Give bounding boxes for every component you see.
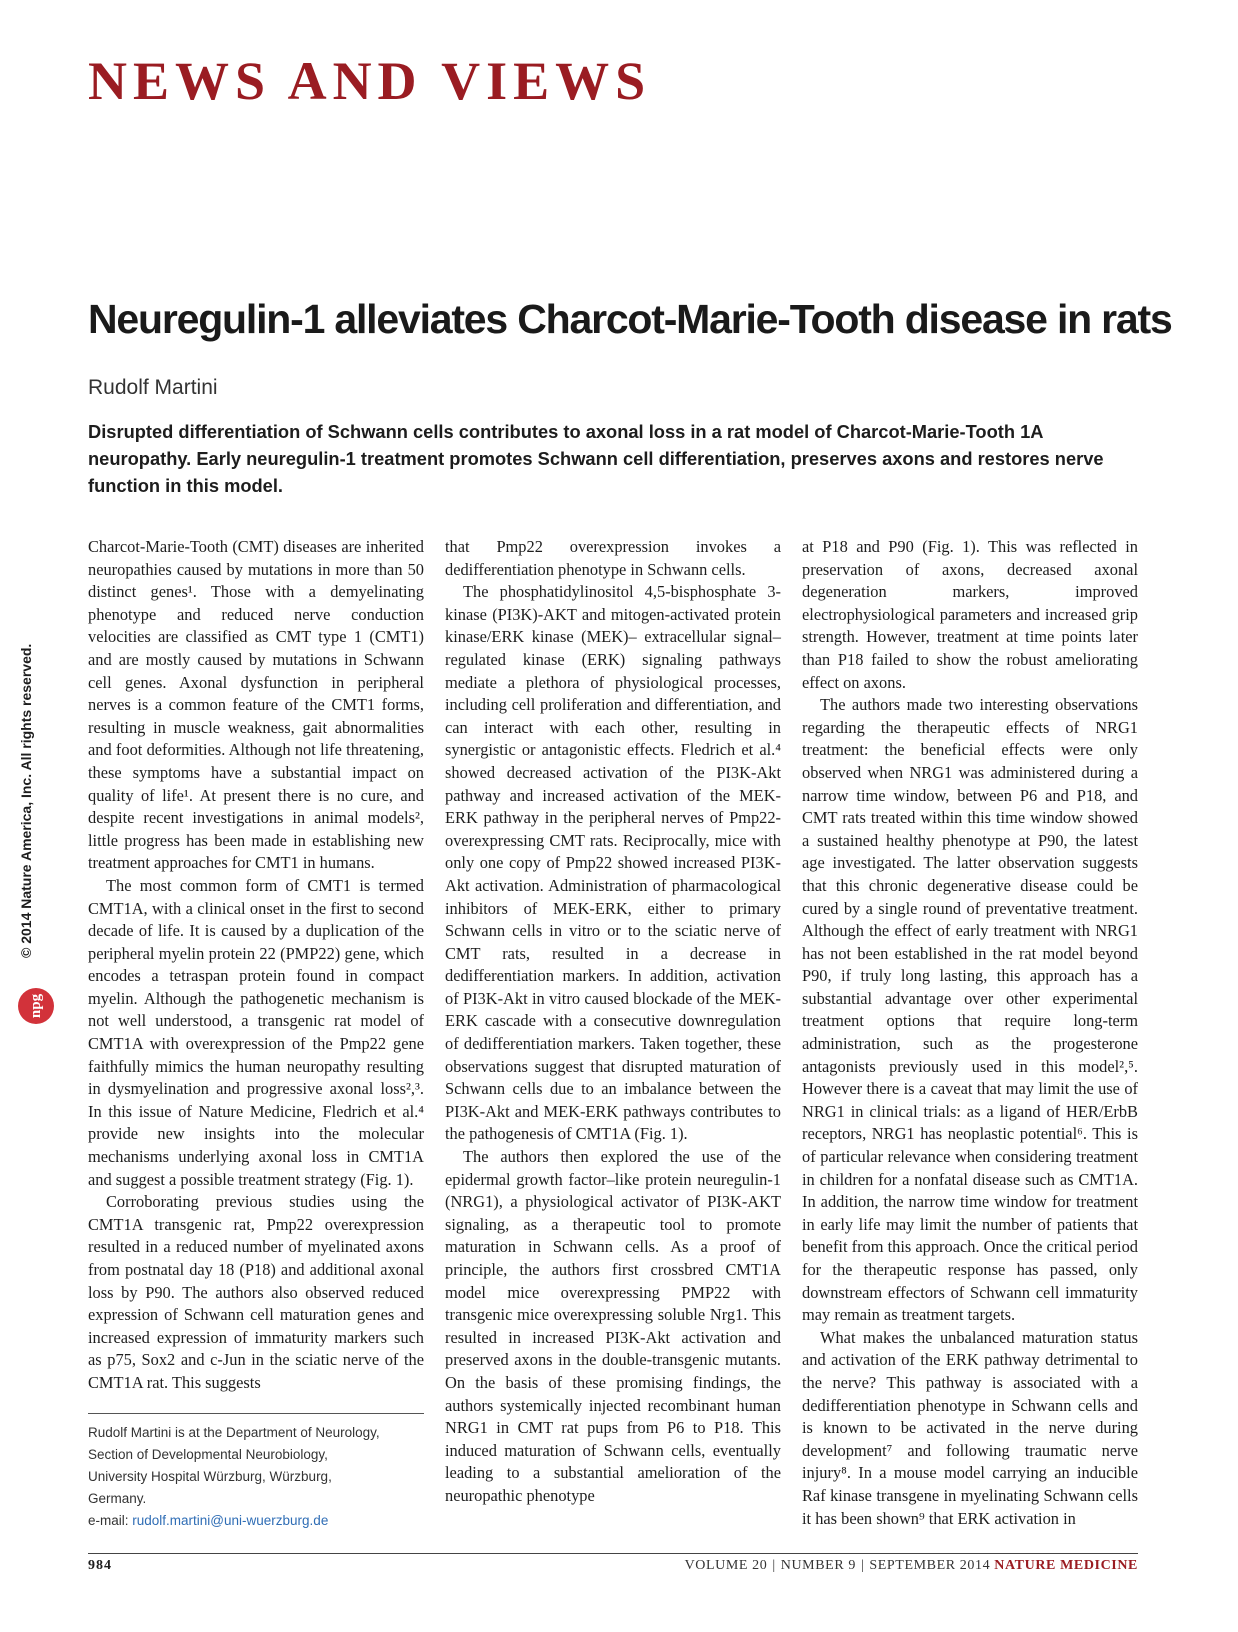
email-line xyxy=(88,1510,428,1532)
footer-divider xyxy=(88,1553,1138,1554)
page-number: 984 xyxy=(88,1558,112,1573)
affiliation-line: Rudolf Martini is at the Department of Neurology, xyxy=(88,1425,380,1440)
author-affiliation xyxy=(88,1422,428,1532)
copyright-notice: © 2014 Nature America, Inc. All rights reserved. xyxy=(18,643,34,958)
body-column-3 xyxy=(802,536,1138,1530)
footer-separator: | xyxy=(860,1558,865,1573)
paragraph: that Pmp22 overexpression invokes a dedifferentiation phenotype in Schwann cells. xyxy=(445,537,781,579)
email-link[interactable]: rudolf.martini@uni-wuerzburg.de xyxy=(132,1513,329,1528)
footnote-divider xyxy=(88,1413,424,1414)
volume: VOLUME 20 xyxy=(684,1558,768,1573)
paragraph: Charcot-Marie-Tooth (CMT) diseases are inherited neuropathies caused by mutations in more than 50 distinct genes¹. Those with a demyelinating phenotype and reduced nerve conduction velocities are classified as CMT type 1 (CMT1) and are mostly caused by mutations in Schwann cell genes. Axonal dysfunction in peripheral nerves is a common feature of the CMT1 forms, resulting in muscle weakness, gait abnormalities and foot deformities. Although not life threatening, these symptoms have a substantial impact on quality of life¹. At present there is no cure, and despite recent investigations in animal models², little progress has been made in establishing new treatment approaches for CMT1 in humans. xyxy=(88,537,424,873)
body-column-2 xyxy=(445,536,781,1508)
affiliation-line: Section of Developmental Neurobiology, xyxy=(88,1447,328,1462)
issue-date: SEPTEMBER 2014 xyxy=(869,1558,991,1573)
affiliation-line: Germany. xyxy=(88,1491,147,1506)
paragraph: Corroborating previous studies using the CMT1A transgenic rat, Pmp22 overexpression resulted in a reduced number of myelinated axons from postnatal day 18 (P18) and additional axonal loss by P90. The authors also observed reduced expression of Schwann cell maturation genes and increased expression of immaturity markers such as p75, Sox2 and c-Jun in the sciatic nerve of the CMT1A rat. This suggests xyxy=(88,1192,424,1392)
affiliation-line: University Hospital Würzburg, Würzburg, xyxy=(88,1469,332,1484)
standfirst: Disrupted differentiation of Schwann cells contributes to axonal loss in a rat model of Charcot-Marie-Tooth 1A neuropathy. Early neuregulin-1 treatment promotes Schwann cell differentiation, preserves axons and restores nerve function in this model. xyxy=(88,421,1104,496)
paragraph: What makes the unbalanced maturation status and activation of the ERK pathway detrimental to the nerve? This pathway is associated with a dedifferentiation phenotype in Schwann cells and is known to be activated in the nerve during development⁷ and following traumatic nerve injury⁸. In a mouse model carrying an inducible Raf kinase transgene in myelinating Schwann cells it has been shown⁹ that ERK activation in xyxy=(802,1327,1138,1528)
paragraph: The authors then explored the use of the epidermal growth factor–like protein neuregulin-1 (NRG1), a physiological activator of PI3K-AKT signaling, as a therapeutic tool to promote maturation in Schwann cells. As a proof of principle, the authors first crossbred CMT1A model mice overexpressing PMP22 with transgenic mice overexpressing soluble Nrg1. This resulted in increased PI3K-Akt activation and preserved axons in the double-transgenic mutants. On the basis of these promising findings, the authors systemically injected recombinant human NRG1 in CMT rat pups from P6 to P18. This induced maturation of Schwann cells, eventually leading to a substantial amelioration of the neuropathic phenotype xyxy=(445,1147,781,1505)
footer-separator: | xyxy=(772,1558,776,1573)
author-name: Rudolf Martini xyxy=(88,376,218,399)
article-title: Neuregulin-1 alleviates Charcot-Marie-Tooth disease in rats xyxy=(88,296,1172,342)
body-column-1 xyxy=(88,536,424,1395)
paragraph: The authors made two interesting observations regarding the therapeutic effects of NRG1 treatment: the beneficial effects were only observed when NRG1 was administered during a narrow time window, between P6 and P18, and CMT rats treated within this time window showed a sustained healthy phenotype at P90, the latest age investigated. The latter observation suggests that this chronic degenerative disease could be cured by a single round of preventative treatment. Although the effect of early treatment with NRG1 has not been established in the rat model beyond P90, if truly long lasting, this approach has a substantial advantage over other experimental treatment options that require long-term administration, such as the progesterone antagonists previously used in this model²,⁵. However there is a caveat that may limit the use of NRG1 in clinical trials: as a ligand of HER/ErbB receptors, NRG1 has neoplastic potential⁶. This is of particular relevance when considering treatment in children for a nonfatal disease such as CMT1A. In addition, the narrow time window for treatment in early life may limit the number of patients that benefit from this approach. Once the critical period for the therapeutic response has passed, only downstream effectors of Schwann cell immaturity may remain as treatment targets. xyxy=(802,695,1138,1325)
paragraph: The most common form of CMT1 is termed CMT1A, with a clinical onset in the first to second decade of life. It is caused by a duplication of the peripheral myelin protein 22 (PMP22) gene, which encodes a tetraspan protein found in compact myelin. Although the pathogenetic mechanism is not well understood, a transgenic rat model of CMT1A with overexpression of the Pmp22 gene faithfully mimics the human neuropathy resulting in dysmyelination and progressive axonal loss²,³. In this issue of Nature Medicine, Fledrich et al.⁴ provide new insights into the molecular mechanisms underlying axonal loss in CMT1A and suggest a possible treatment strategy (Fig. 1). xyxy=(88,875,424,1189)
journal-footer xyxy=(685,1558,1138,1574)
paragraph: at P18 and P90 (Fig. 1). This was reflected in preservation of axons, decreased axonal degeneration markers, improved electrophysiological parameters and increased grip strength. However, treatment at time points later than P18 failed to show the robust ameliorating effect on axons. xyxy=(802,537,1138,692)
journal-name: NATURE MEDICINE xyxy=(994,1558,1138,1573)
section-label: NEWS AND VIEWS xyxy=(88,51,652,111)
issue-number: NUMBER 9 xyxy=(780,1558,856,1573)
email-label: e-mail: xyxy=(88,1513,129,1528)
paragraph: The phosphatidylinositol 4,5-bisphosphate 3-kinase (PI3K)-AKT and mitogen-activated protein kinase/ERK kinase (MEK)– extracellular signal–regulated kinase (ERK) signaling pathways mediate a plethora of physiological processes, including cell proliferation and differentiation, and can interact with each other, resulting in synergistic or antagonistic effects. Fledrich et al.⁴ showed decreased activation of the PI3K-Akt pathway and increased activation of the MEK-ERK pathway in the peripheral nerves of Pmp22-overexpressing CMT rats. Reciprocally, mice with only one copy of Pmp22 showed increased PI3K-Akt activation. Administration of pharmacological inhibitors of MEK-ERK, either to primary Schwann cells in vitro or to the sciatic nerve of CMT rats, resulted in a decrease in dedifferentiation markers. In addition, activation of PI3K-Akt in vitro caused blockade of the MEK-ERK cascade with a consecutive downregulation of dedifferentiation markers. Taken together, these observations suggest that disrupted maturation of Schwann cells due to an imbalance between the PI3K-Akt and MEK-ERK pathways contributes to the pathogenesis of CMT1A (Fig. 1). xyxy=(445,582,781,1144)
npg-logo: npg xyxy=(18,988,54,1024)
